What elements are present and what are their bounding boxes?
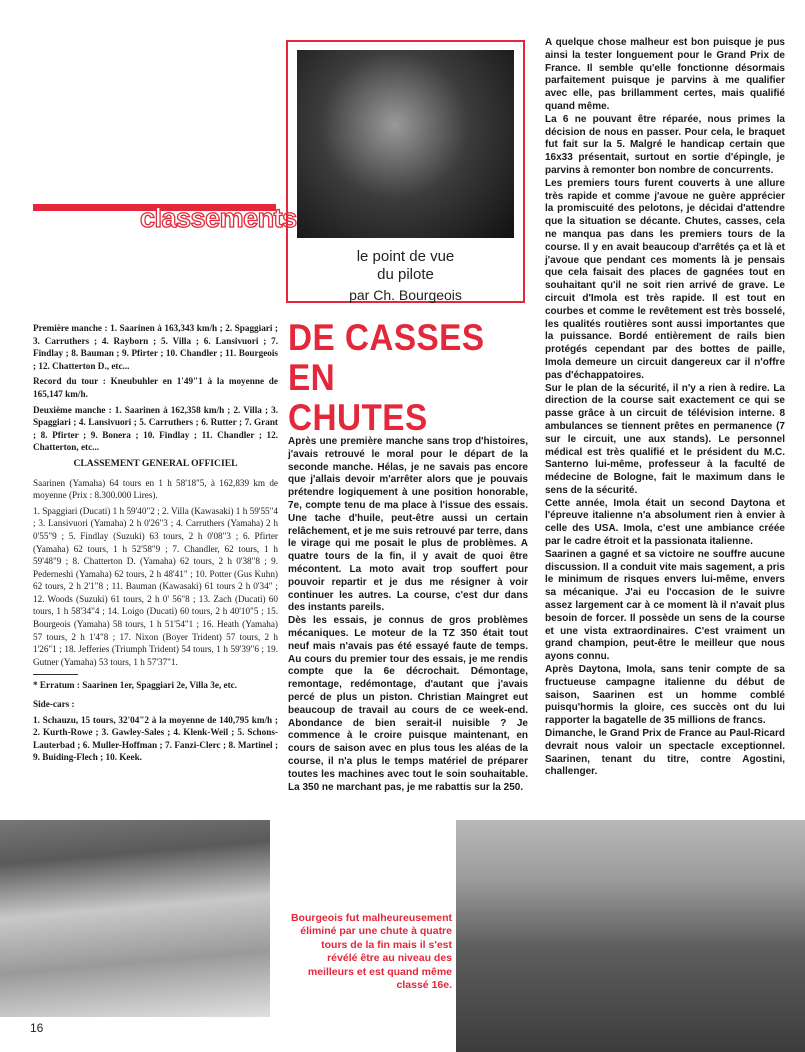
results-column: [33, 322, 278, 767]
divider: [33, 674, 78, 675]
article-paragraph: Sur le plan de la sécurité, il n'y a rien à redire. La direction de la course sait exactement ce qui se passe grâce à un circuit de télévision interne. 8 ambulances se tiennent prêtes en permanence (7 sur le circuit, une aux stands). Le personnel médical est très qualifié et le président du M.C. Santerno lui-même, professeur à la faculté de médecine de Bologne, fait le maximum dans le sens de la sécurité.: [545, 382, 785, 496]
erratum: * Erratum : Saarinen 1er, Spaggiari 2e, Villa 3e, etc.: [33, 680, 238, 691]
article-paragraph: Dimanche, le Grand Prix de France au Paul-Ricard devrait nous valoir un spectacle exceptionnel. Saarinen, tenant du titre, contre Agostini, challenger.: [545, 728, 785, 778]
deuxieme-manche: Deuxième manche : 1. Saarinen à 162,358 km/h ; 2. Villa ; 3. Spaggiari ; 4. Lansivuori ; 5. Carruthers ; 6. Rutter ; 7. Grant ; 8. Pfirter ; 9. Bonera ; 10. Findlay ; 11. Chandler ; 12. Chatterton, etc...: [33, 404, 278, 453]
headline-line-3: CHUTES: [288, 397, 428, 438]
article-paragraph: La 6 ne pouvant être réparée, nous primes la décision de nous en passer. Pour cela, le braquet fut fait sur la 5. Malgré le handicap certain que 16x33 présentait, surtout en sortie d'épingle, je parvins à remonter bon nombre de concurrents.: [545, 113, 785, 176]
sidecars-results: 1. Schauzu, 15 tours, 32'04"2 à la moyenne de 140,795 km/h ; 2. Kurth-Rowe ; 3. Gawley-Sales ; 4. Klenk-Weil ; 5. Schons-Lauterbad ; 6. Muller-Hoffman ; 7. Fanzi-Clerc ; 8. Martinel ; 9. Buiding-Flech ; 10. Keek.: [33, 714, 278, 763]
headline-line-2: EN: [288, 357, 336, 398]
photo-caption: Bourgeois fut malheureusement éliminé par une chute à quatre tours de la fin mais il s'est révélé être au niveau des meilleurs et est quand même classé 16e.: [290, 912, 452, 992]
headline: [288, 318, 528, 438]
article-paragraph: Cette année, Imola était un second Daytona et l'épreuve italienne n'a absolument rien à envier à celle des USA. Imola, c'est une ambiance créée par le cadre étroit et la passionata italienne.: [545, 497, 785, 548]
byline: par Ch. Bourgeois: [349, 287, 462, 303]
record-tour: Record du tour : Kneubuhler en 1'49"1 à la moyenne de 165,147 km/h.: [33, 376, 278, 399]
article-paragraph: A quelque chose malheur est bon puisque je pus ainsi la tester longuement pour le Grand Prix de France. Il semble qu'elle fonctionne désormais parfaitement puisque je parvins à me qualifier avec elle, pas brillamment certes, mais qualifié quand même.: [545, 37, 785, 112]
article-paragraph: Après une première manche sans trop d'histoires, j'avais retrouvé le moral pour le départ de la seconde manche. Hélas, je ne savais pas encore que j'allais devoir m'arrêter alors que je pouvais prétendre logiquement à une position honorable, 7e, compte tenu de ma place à l'issue des essais. Une tache d'huile, peut-être aussi un certain relâchement, et je me suis retrouvé par terre, dans le virage qui me posait le plus de problèmes. A quatre tours de la fin, il y avait de quoi être mécontent. La moto avait trop souffert pour pouvoir repartir et je dus me résigner à voir continuer les autres. La course, c'est dur dans des instants pareils.: [288, 436, 528, 614]
sidecars-heading: Side-cars :: [33, 699, 75, 710]
article-paragraph: Saarinen a gagné et sa victoire ne souffre aucune discussion. Il a conduit vite mais sagement, a pris le minimum de risques envers lui-même, envers sa mécanique. J'ai eu l'occasion de le suivre assez largement car à ce moment là il n'avait plus besoin de forcer. Il possède un sens de la course et une vista extraordinaires. C'est vraiment un grand champion, peut-être le meilleur que nous ayons connu.: [545, 548, 785, 663]
box-line-2: du pilote: [377, 266, 434, 283]
article-column-right: [545, 37, 785, 779]
feature-box-text: [288, 248, 523, 304]
article-paragraph: Les premiers tours furent couverts à une allure très rapide et comme j'avoue ne guère apprécier la promiscuité des pelotons, je décidai d'attendre que la situation se décante. Chutes, casses, cela ne manqua pas dans les premiers tours de la course. Il y en avait beaucoup d'arrêtés ça et là et j'avoue que pendant ces moments là je pensais que cela faisait des places de gagnées tout en souhaitant qu'il ne soit rien arrivé de grave. Le circuit d'Imola est très rapide. Il est tout en courbes et comme le revêtement est très bosselé, les qualités routières sont aussi importantes que la puissance. Bordé entièrement de rails bien protégés cependant par des bottes de paille, Imola demeure un circuit dangereux car il n'offre pas d'échappatoires.: [545, 177, 785, 381]
classements-title: classements: [140, 203, 297, 233]
general-heading: CLASSEMENT GENERAL OFFICIEL: [73, 457, 238, 469]
crash-photo: [456, 820, 805, 1052]
general-winner: Saarinen (Yamaha) 64 tours en 1 h 58'18"5, à 162,839 km de moyenne (Prix : 8.300.000 Lires).: [33, 477, 278, 501]
headline-line-1: DE CASSES: [288, 317, 485, 358]
page-number: 16: [30, 1021, 44, 1035]
general-results: 1. Spaggiari (Ducati) 1 h 59'40"2 ; 2. Villa (Kawasaki) 1 h 59'55"4 ; 3. Lansivuori (Yamaha) 2 h 0'26"3 ; 4. Carruthers (Yamaha) 2 h 0'55"9 ; 5. Findlay (Suzuki) 63 tours, 2 h 0'08"3 ; 6. Pfirter (Yamaha) 62 tours, 1 h 52'58"9 ; 7. Chandler, 62 tours, 1 h 59'48"9 ; 8. Chatterton D. (Yamaha) 62 tours, 2 h 0'38"8 ; 9. Pederneshi (Yamaha) 62 tours, 2 h 48'41" ; 10. Potter (Gus Kuhn) 62 tours, 2 h 2'1"8 ; 11. Bauman (Kawasaki) 61 tours 2 h 0'34" ; 12. Woods (Suzuki) 61 tours, 2 h 0' 56"8 ; 13. Zach (Ducati) 60 tours, 1 h 58'34"4 ; 14. Loigo (Ducati) 60 tours, 2 h 40'10"5 ; 15. Bourgeois (Yamaha) 58 tours, 1 h 51'54"1 ; 16. Heath (Yamaha) 57 tours, 2 h 1'4"8 ; 17. Nixon (Boyer Trident) 57 tours, 2 h 1'26"1 ; 18. Jefferies (Triumph Trident) 54 tours, 1 h 59'39"6 ; 19. Gutner (Yamaha) 53 tours, 1 h 57'37"1.: [33, 505, 278, 667]
box-line-1: le point de vue: [356, 248, 455, 265]
article-paragraph: Après Daytona, Imola, sans tenir compte de sa fructueuse campagne italienne du début de saison, Saarinen est un homme comblé puisqu'hormis la gloire, ces succès ont du lui rapporter la bagatelle de 35 millions de francs.: [545, 664, 785, 727]
article-paragraph: Dès les essais, je connus de gros problèmes mécaniques. Le moteur de la TZ 350 était tout neuf mais n'avais pas été essayé faute de temps. Au cours du premier tour des essais, je me rendis compte que la 6e décrochait. Démontage, remontage, redémontage, d'autant que j'avais percé de plus un piston. Christian Maingret eut beaucoup de travail au cours de ce week-end. Abondance de bien serait-il nuisible ? Je commence à le croire puisque maintenant, en cours de saison avec en plus tous les aléas de la course, il n'a plus le temps matériel de préparer toutes les machines avec tout le soin souhaitable. La 350 ne marchant pas, je me rabattis sur la 250.: [288, 615, 528, 793]
sidecar-photo: [0, 820, 270, 1017]
premiere-manche: Première manche : 1. Saarinen à 163,343 km/h ; 2. Spaggiari ; 3. Carruthers ; 4. Rayborn ; 5. Villa ; 6. Lansivuori ; 7. Findlay ; 8. Bauman ; 9. Pfirter ; 10. Chandler ; 11. Bourgeois ; 12. Chatterton D., etc...: [33, 323, 278, 371]
article-column-middle: [288, 436, 528, 794]
